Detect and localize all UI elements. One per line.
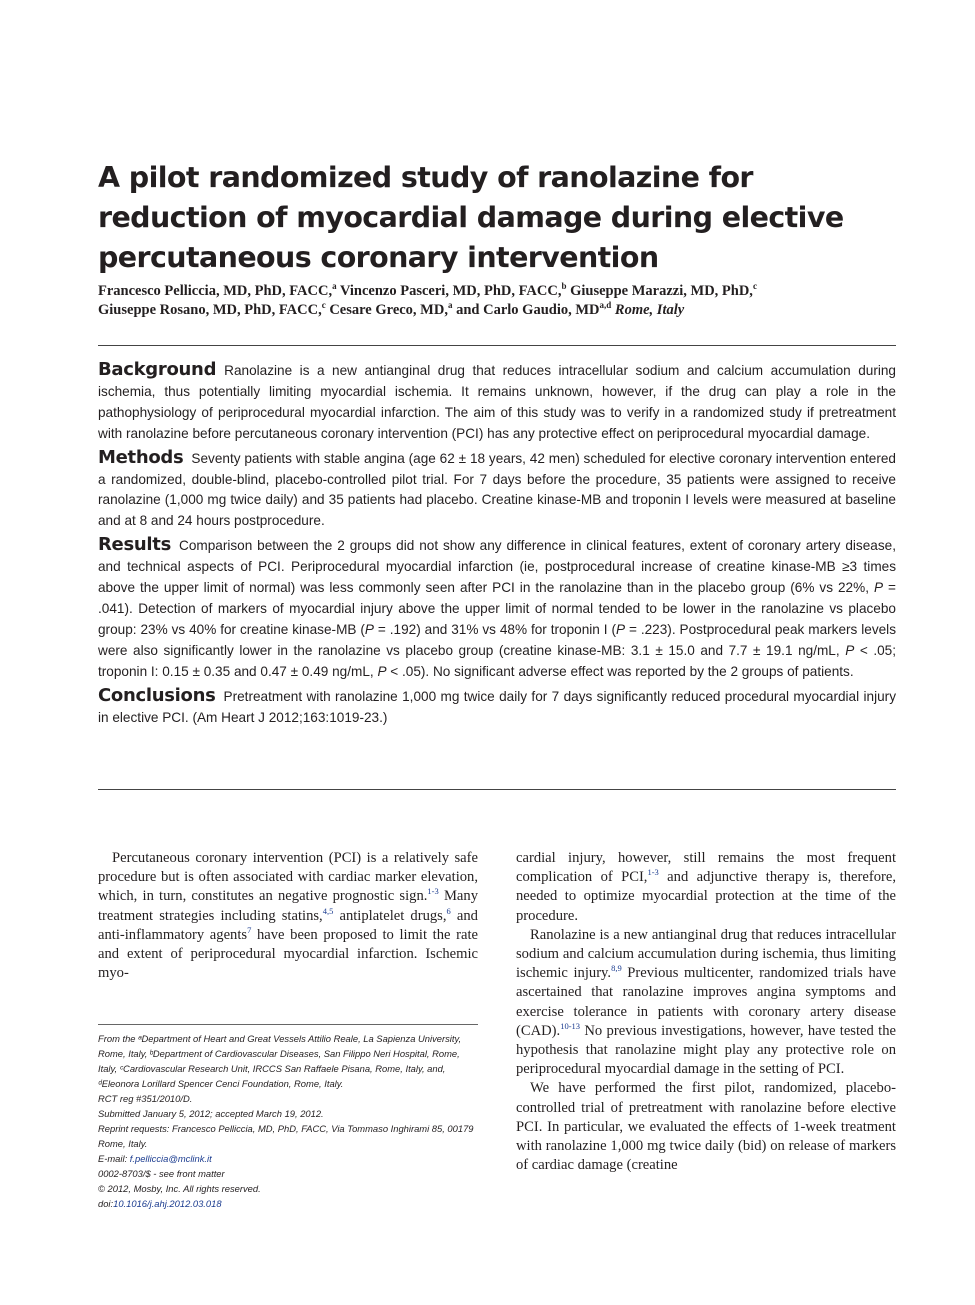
abstract-results-text: = .192) and 31% vs 48% for troponin I ( (373, 621, 616, 637)
author-name: and Carlo Gaudio, MD (456, 302, 600, 318)
p-value-label: P (364, 621, 374, 637)
body-paragraph: We have performed the first pilot, randomized, placebo-controlled trial of pretreatment with ranolazine before elective PCI. In particular, we evaluated the effects of 1-week treatment with ranolazine 1,000 mg twice daily (bid) on release of markers of cardiac damage (creatine (516, 1080, 896, 1174)
doi-link[interactable]: 10.1016/j.ahj.2012.03.018 (113, 1198, 222, 1209)
email-label: E-mail: (98, 1153, 130, 1164)
footnotes (98, 1031, 478, 1211)
abstract-conclusions (98, 686, 896, 729)
author-name: Vincenzo Pasceri, MD, PhD, FACC, (339, 283, 562, 299)
email-link[interactable]: f.pelliccia@mclink.it (129, 1153, 212, 1164)
p-value-label: P (377, 663, 387, 679)
p-value-label: P (616, 621, 626, 637)
author-location: Rome, Italy (614, 302, 685, 318)
author-name: Giuseppe Marazzi, MD, PhD, (570, 283, 753, 299)
footnote-submitted: Submitted January 5, 2012; accepted March 19, 2012. (98, 1108, 324, 1119)
author-affiliation: a (332, 281, 337, 292)
article-title: A pilot randomized study of ranolazine for reduction of myocardial damage during elective percutaneous coronary intervention (98, 161, 844, 274)
author-affiliation: a,d (599, 300, 612, 311)
body-column-right (516, 849, 896, 1175)
author-affiliation: c (321, 300, 326, 311)
abstract-results-text: = .223). Postprocedural peak markers levels were also significantly lower in the ranolazine vs placebo group (creatine kinase-MB: 3.1 ± 15.0 and 7.7 ± 19.1 ng/mL, (98, 621, 896, 658)
body-paragraph (516, 926, 896, 1080)
abstract-top-rule (98, 345, 896, 346)
abstract-background-text: Ranolazine is a new antianginal drug that reduces intracellular sodium and calcium accumulation during ischemia, thus potentially limiting myocardial ischemia. It remains unknown, however, if the drug can play a role in the pathophysiology of periprocedural myocardial infarction. The aim of this study was to verify in a randomized study if pretreatment with ranolazine before percutaneous coronary intervention (PCI) has any protective effect on periprocedural myocardial damage. (98, 363, 896, 441)
author-name: Giuseppe Rosano, MD, PhD, FACC, (98, 302, 322, 318)
footnote-reprint: Reprint requests: Francesco Pelliccia, MD, PhD, FACC, Via Tommaso Inghirami 85, 00179 Rome, Italy. (98, 1123, 474, 1149)
body-column-left (98, 849, 478, 983)
abstract-results-text: = .041). Detection of markers of myocardial injury above the upper limit of normal tended to be lower in the ranolazine vs placebo group: 23% vs 40% for creatine kinase-MB ( (98, 580, 896, 637)
footnote-rule (98, 1024, 478, 1025)
footnote-doi (98, 1196, 478, 1211)
footnote-copyright: © 2012, Mosby, Inc. All rights reserved. (98, 1183, 261, 1194)
citation-link[interactable]: 7 (247, 924, 252, 935)
body-text: Many treatment strategies including statins, (98, 888, 478, 924)
p-value-label: P (845, 642, 855, 658)
p-value-label: P (873, 580, 884, 596)
citation-link[interactable]: 4,5 (322, 905, 334, 916)
abstract-conclusions-text: Pretreatment with ranolazine 1,000 mg twice daily for 7 days significantly reduced procedural myocardial injury in elective PCI. (Am Heart J 2012;163:1019-23.) (98, 688, 896, 725)
abstract-heading-background: Background (98, 359, 217, 380)
body-text: and adjunctive therapy is, therefore, needed to optimize myocardial protection at the time of the procedure. (516, 869, 896, 924)
body-text: have been proposed to limit the rate and extent of periprocedural myocardial infarction. Ischemic myo- (98, 926, 478, 982)
author-affiliation: c (752, 281, 757, 292)
body-text: antiplatelet drugs, (333, 907, 447, 924)
author-affiliation: a (447, 300, 453, 311)
body-text: Ranolazine is a new antianginal drug that reduces intracellular sodium and calcium accumulation during ischemia, thus limiting ischemic injury. (516, 926, 896, 982)
abstract (98, 360, 896, 731)
abstract-results-text: < .05; troponin I: 0.15 ± 0.35 and 0.47 ± 0.49 ng/mL, (98, 642, 896, 679)
author-list (98, 282, 898, 320)
footnote-rct: RCT reg #351/2010/D. (98, 1093, 193, 1104)
footnote-issn: 0002-8703/$ - see front matter (98, 1168, 225, 1179)
author-name: Cesare Greco, MD, (329, 302, 448, 318)
citation-link[interactable]: 10-13 (560, 1020, 581, 1031)
abstract-methods-text: Seventy patients with stable angina (age 62 ± 18 years, 42 men) scheduled for elective coronary intervention entered a randomized, double-blind, placebo-controlled pilot trial. For 7 days before the procedure, 35 patients were assigned to receive ranolazine (1,000 mg twice daily) and 35 patients had placebo. Creatine kinase-MB and troponin I levels were measured at baseline and at 8 and 24 hours postprocedure. (98, 450, 896, 529)
footnote-email (98, 1151, 478, 1166)
body-paragraph (516, 849, 896, 926)
body-paragraph (98, 849, 478, 983)
body-text: cardial injury, however, still remains the most frequent complication of PCI, (516, 850, 896, 886)
body-text: Previous multicenter, randomized trials have ascertained that ranolazine improves angina symptoms and exercise tolerance in patients with coronary artery disease (CAD). (516, 965, 896, 1039)
citation-link[interactable]: 1-3 (427, 886, 439, 897)
abstract-methods (98, 448, 896, 533)
abstract-results-text: Comparison between the 2 groups did not show any difference in clinical features, extent of coronary artery disease, and technical aspects of PCI. Periprocedural myocardial infarction (ie, postprocedural increase of creatine kinase-MB ≥3 times above the upper limit of normal) was less commonly seen after PCI in the ranolazine than in the placebo group (6% vs 22%, (98, 538, 896, 596)
body-text: Percutaneous coronary intervention (PCI) is a relatively safe procedure but is often associated with cardiac marker elevation, which, in turn, constitutes an negative prognostic sign. (98, 850, 478, 905)
abstract-bottom-rule (98, 789, 896, 790)
abstract-heading-results: Results (98, 534, 171, 556)
abstract-background (98, 360, 896, 445)
doi-label: doi: (98, 1198, 114, 1209)
citation-link[interactable]: 6 (446, 905, 451, 916)
footnote-affiliations: From the ᵃDepartment of Heart and Great Vessels Attilio Reale, La Sapienza University, Rome, Italy, ᵇDepartment of Cardiovascular Diseases, San Filippo Neri Hospital, Rome, Italy, ᶜCardiovascular Research Unit, IRCCS San Raffaele Pisana, Rome, Italy, and, ᵈEleonora Lorillard Spencer Cenci Foundation, Rome, Italy. (98, 1033, 462, 1089)
author-name: Francesco Pelliccia, MD, PhD, FACC, (98, 283, 333, 299)
abstract-results-text: < .05). No significant adverse effect was reported by the 2 groups of patients. (386, 663, 854, 679)
abstract-heading-conclusions: Conclusions (98, 684, 216, 706)
body-text: No previous investigations, however, have tested the hypothesis that ranolazine might play any protective role on periprocedural myocardial damage in the setting of PCI. (516, 1022, 896, 1078)
abstract-heading-methods: Methods (98, 446, 184, 468)
citation-link[interactable]: 8,9 (611, 963, 622, 974)
author-affiliation: b (561, 281, 567, 292)
citation-link[interactable]: 1-3 (647, 867, 659, 878)
abstract-results (98, 535, 896, 682)
body-text: and anti-inflammatory agents (98, 907, 478, 943)
